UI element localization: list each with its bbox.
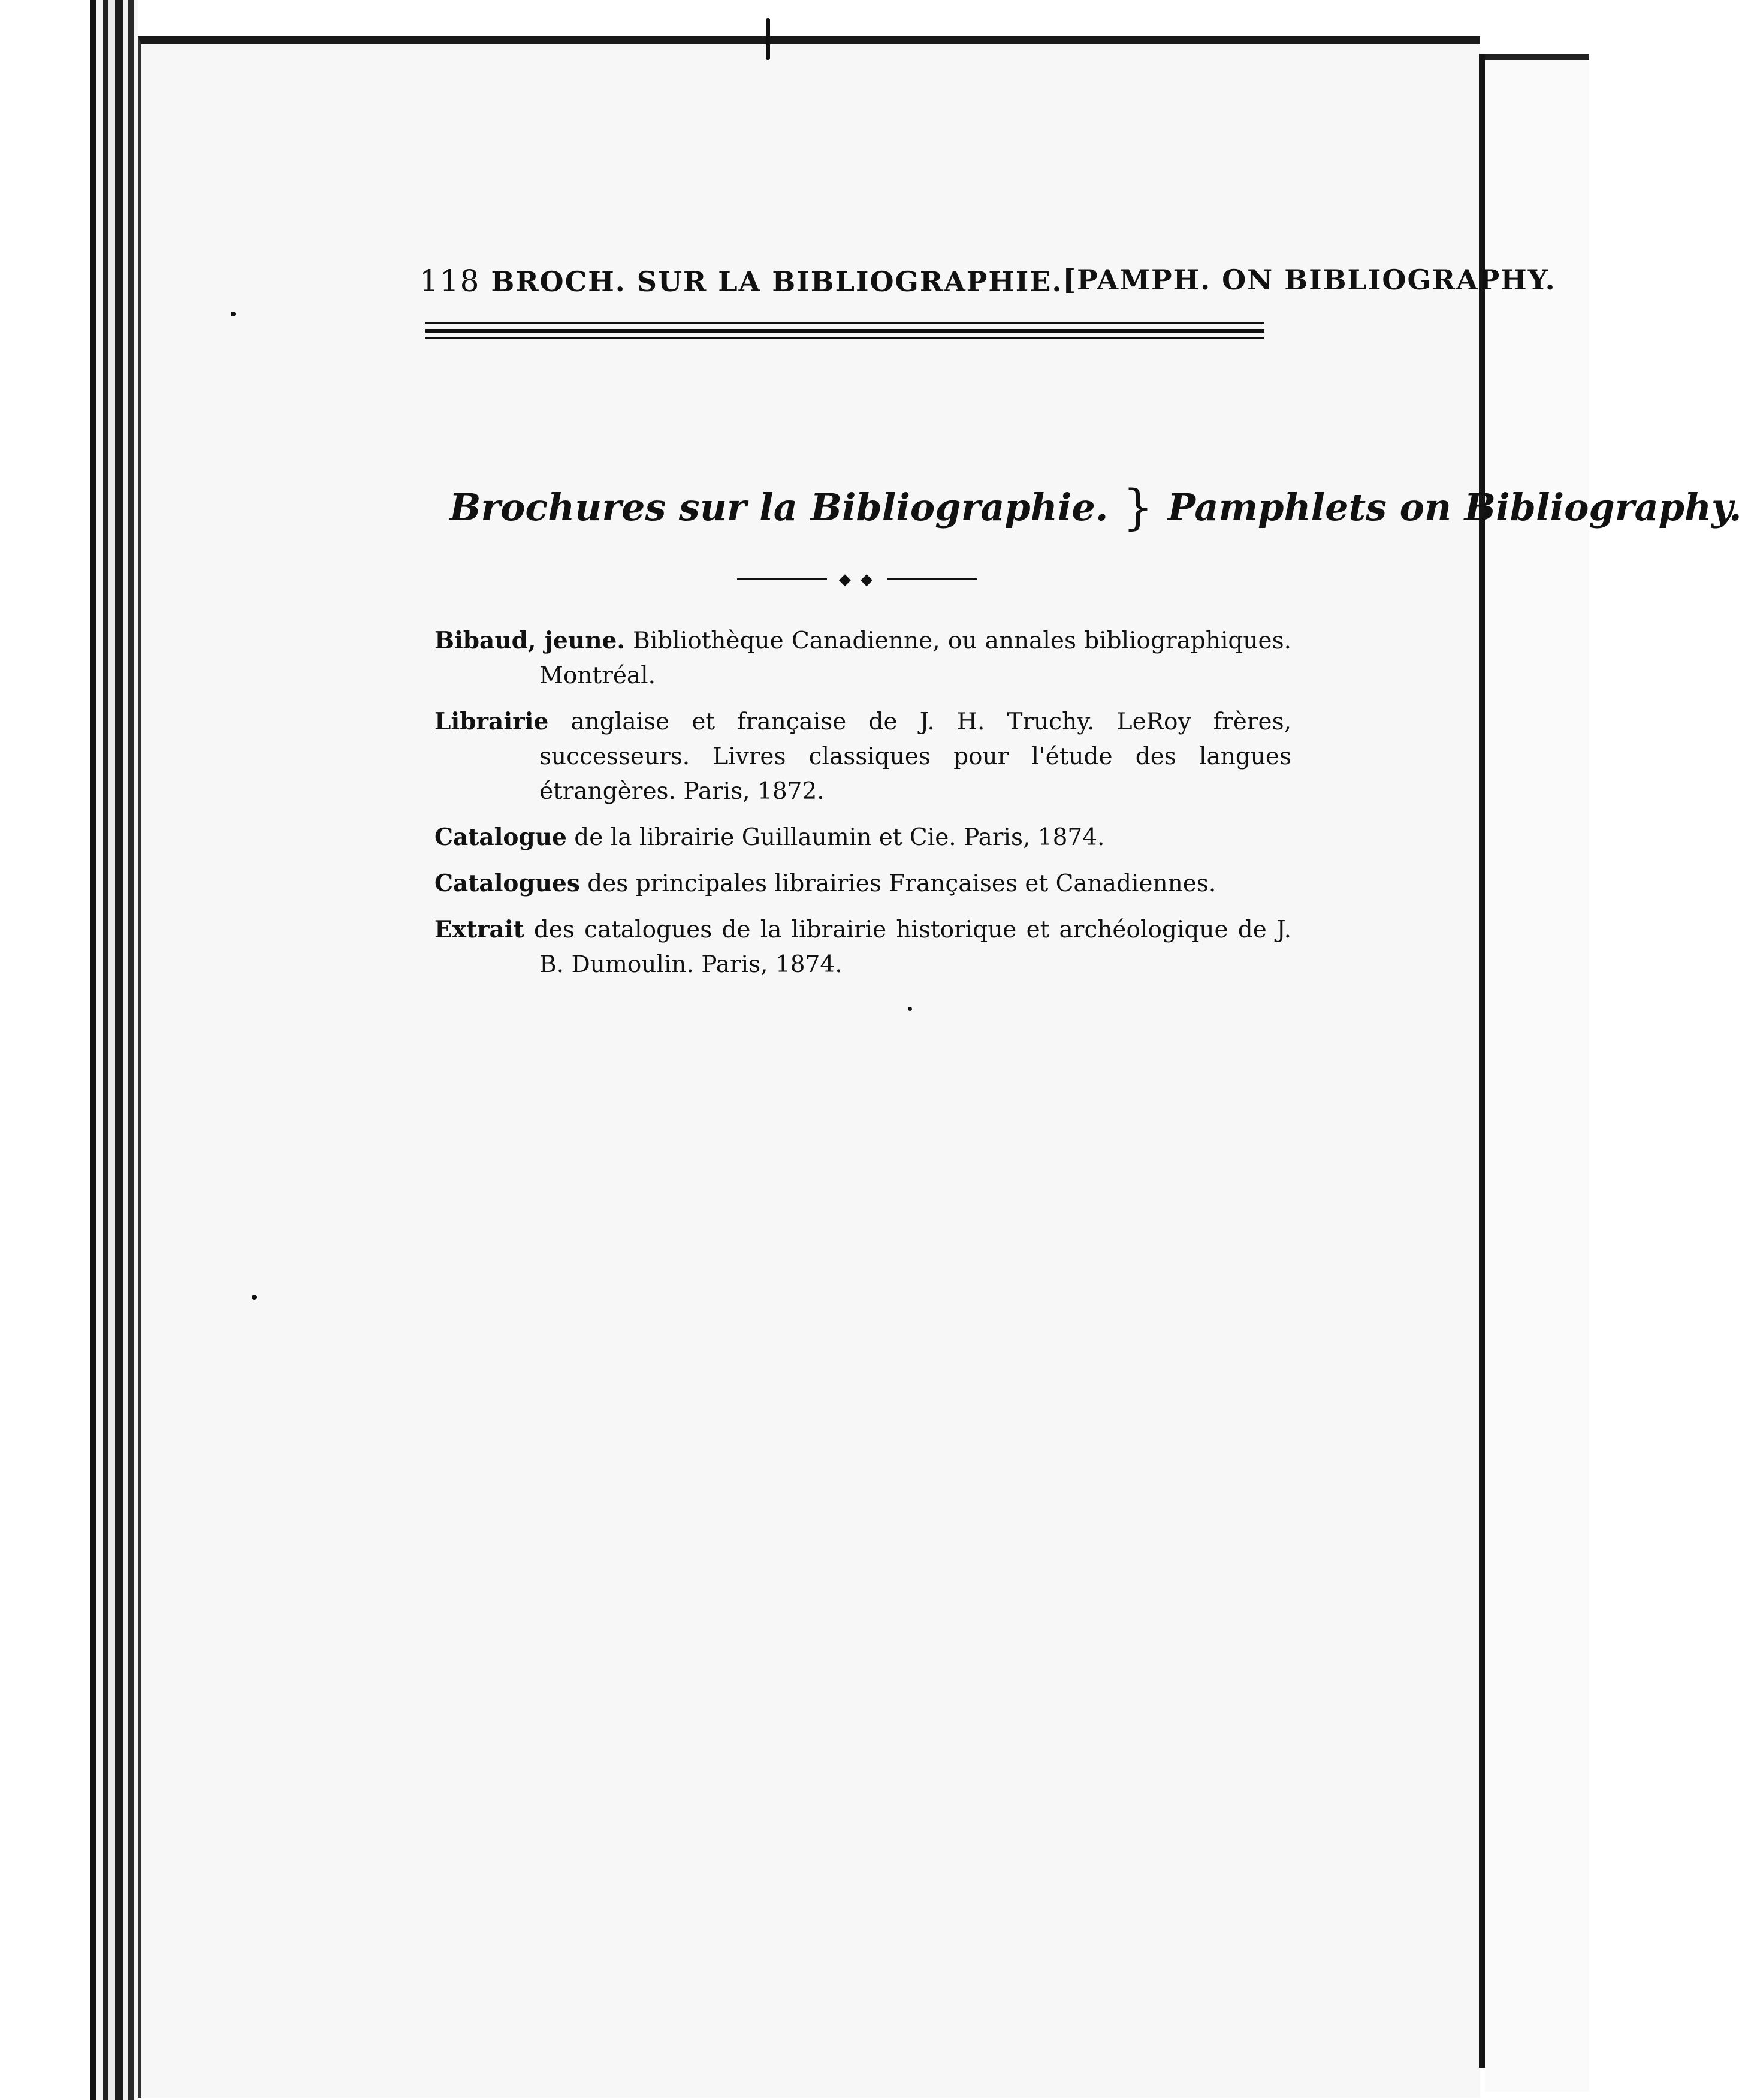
running-head-left: BROCH. SUR LA BIBLIOGRAPHIE. bbox=[491, 265, 1063, 298]
list-item bbox=[434, 704, 1291, 809]
entry-list bbox=[434, 623, 1291, 993]
entry-head: Catalogues bbox=[434, 870, 580, 897]
entry-text: de la librairie Guillaumin et Cie. Paris, 1874. bbox=[574, 824, 1105, 851]
page-number: 118 bbox=[419, 264, 481, 298]
scan-speck bbox=[252, 1295, 257, 1300]
entry-head: Bibaud, jeune. bbox=[434, 627, 625, 654]
running-head-right: [PAMPH. ON BIBLIOGRAPHY. bbox=[1062, 264, 1556, 296]
scan-right-margin bbox=[1485, 54, 1589, 2092]
section-title bbox=[449, 479, 1742, 535]
entry-text: des catalogues de la librairie historique et archéologique de J. B. Dumoulin. Paris, 1874. bbox=[533, 916, 1291, 978]
list-item bbox=[434, 866, 1291, 901]
entry-head: Catalogue bbox=[434, 823, 567, 851]
book-page bbox=[138, 36, 1480, 2098]
entry-head: Librairie bbox=[434, 708, 549, 735]
scan-speck bbox=[908, 1007, 912, 1011]
entry-head: Extrait bbox=[434, 916, 524, 943]
scan-book-edge bbox=[0, 0, 138, 2100]
section-title-french: Brochures sur la Bibliographie. bbox=[449, 485, 1109, 529]
ornament-diamonds: ◆ ◆ bbox=[838, 571, 875, 589]
list-item bbox=[434, 912, 1291, 982]
header-rules bbox=[425, 322, 1264, 343]
page-gutter bbox=[1479, 54, 1485, 2068]
entry-text: anglaise et française de J. H. Truchy. LeRoy frères, successeurs. Livres classiques pour l'étude des langues étrangères. Paris, 1872. bbox=[539, 708, 1292, 805]
scan-speck bbox=[231, 312, 236, 316]
list-item bbox=[434, 623, 1291, 693]
entry-text: des principales librairies Françaises et Canadiennes. bbox=[587, 870, 1216, 897]
list-item bbox=[434, 820, 1291, 855]
running-head bbox=[419, 264, 1556, 298]
section-title-english: Pamphlets on Bibliography. bbox=[1167, 485, 1742, 529]
section-ornament bbox=[737, 571, 977, 589]
section-brace: } bbox=[1122, 479, 1154, 535]
scan-speck bbox=[766, 18, 770, 60]
entry-text: Bibliothèque Canadienne, ou annales bibliographiques. Montréal. bbox=[539, 627, 1292, 689]
